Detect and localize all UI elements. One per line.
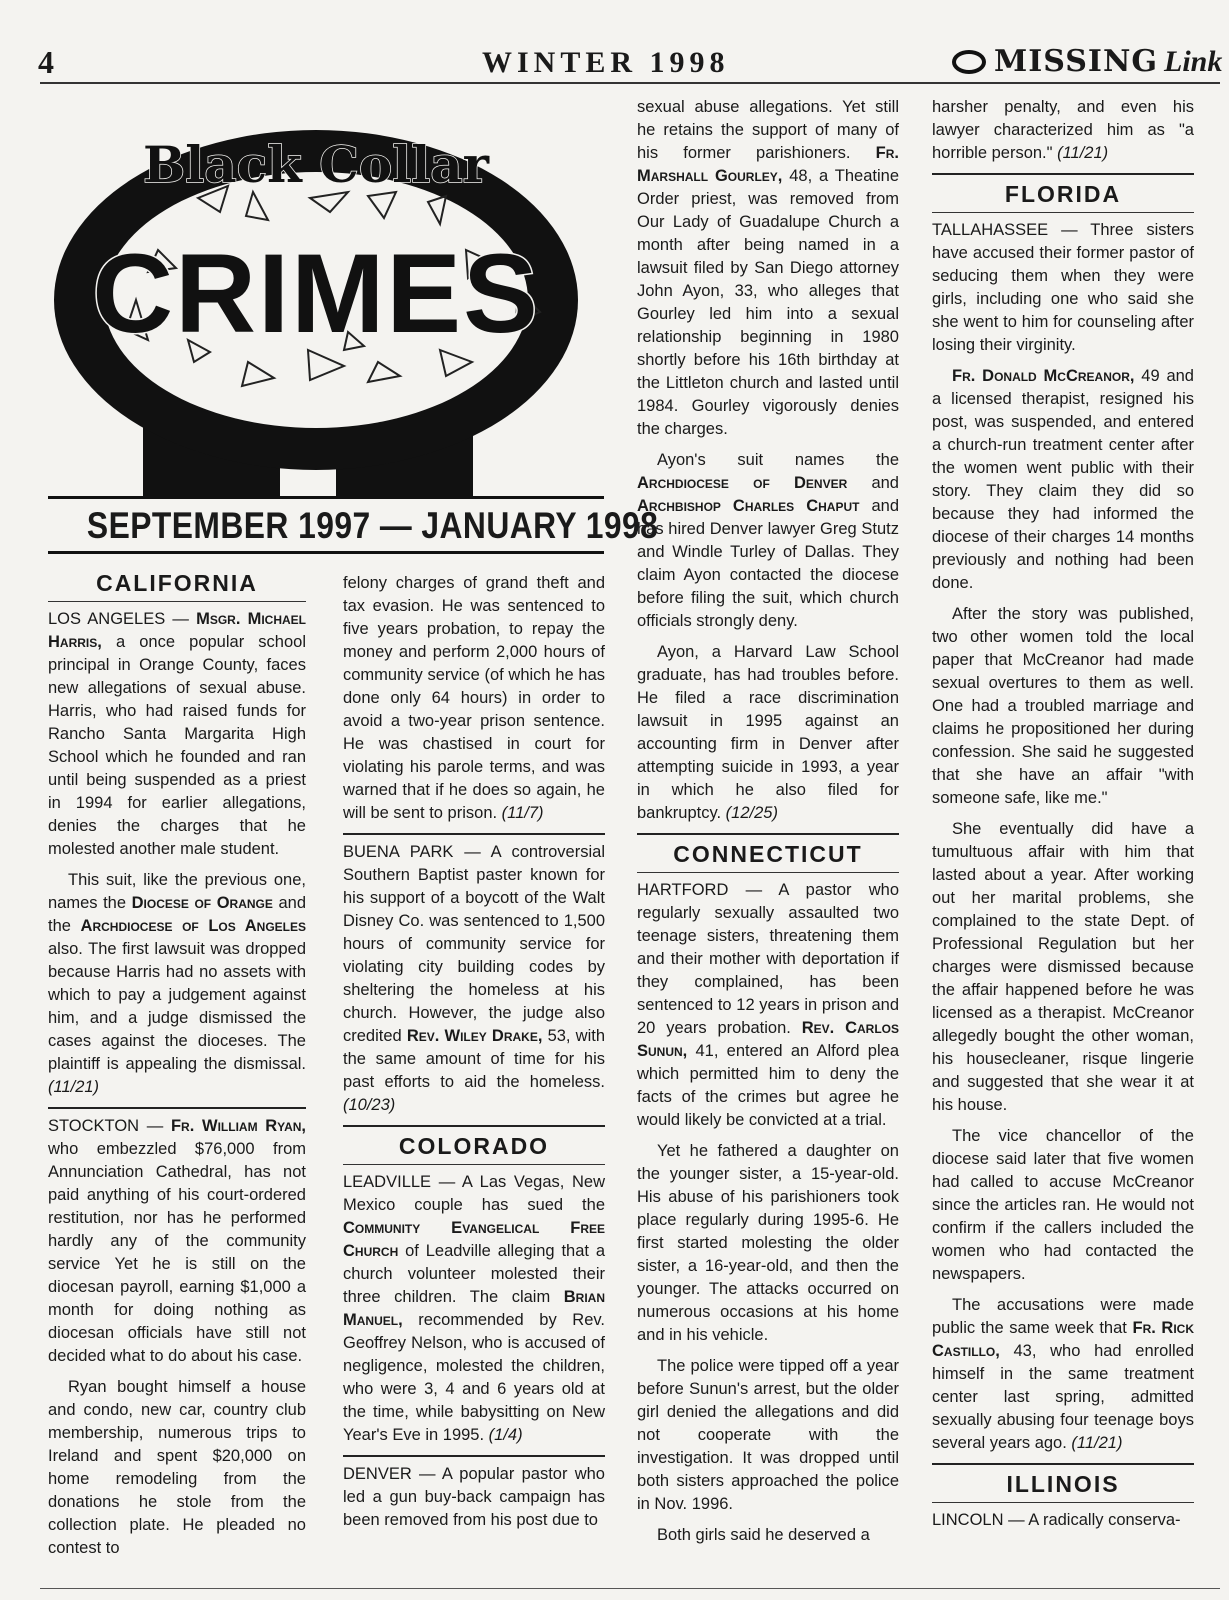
person-name: Rev. Carlos Sunun, [637, 1019, 899, 1060]
article-paragraph [48, 869, 306, 1099]
article-lincoln [932, 1509, 1194, 1532]
article-buena-park [343, 841, 605, 1117]
article-paragraph [932, 1294, 1194, 1455]
person-name: Fr. William Ryan, [170, 1117, 306, 1135]
article-text: A radically conserva- [1028, 1511, 1181, 1529]
article-text: 43, who had enrolled himself in the same treatment center last spring, admitted sexually abusing four teenage boys several years ago. [932, 1342, 1194, 1452]
section-rule [932, 212, 1194, 213]
section-heading-illinois: ILLINOIS [1006, 1471, 1120, 1497]
article-text: also. The first lawsuit was dropped because Harris had no assets with which to pay a judgement against him, and a judge dismissed the cases against the dioceses. The plaintiff is appealing the dismissal. [48, 940, 306, 1073]
article-tallahassee [932, 219, 1194, 357]
dateline: HARTFORD — [637, 881, 779, 899]
article-text: The accusations were made public the same week that [932, 1296, 1194, 1337]
person-name: Fr. Marshall Gourley, [637, 144, 899, 185]
person-name: Rev. Wiley Drake, [406, 1027, 543, 1045]
section-rule [48, 601, 306, 602]
dateline: LOS ANGELES — [48, 610, 197, 628]
emblem-title-main: CRIMES [92, 231, 540, 356]
article-text: a once popular school principal in Orange County, faces new allegations of sexual abuse. Harris, who had raised funds for Rancho Santa Margarita High School which he founded and ran until being suspended as a priest in 1994 for earlier allegations, denies the charges that he molested another male student. [48, 633, 306, 858]
dateline: DENVER — [343, 1465, 442, 1483]
publication-logo [952, 44, 1222, 79]
article-text: harsher penalty, and even his lawyer characterized him as "a horrible person." [932, 98, 1194, 162]
person-name: Archbishop Charles Chaput [637, 497, 860, 515]
section-rule [932, 1502, 1194, 1503]
article-rule [343, 833, 605, 835]
article-hartford [637, 879, 899, 1132]
section-rule [637, 833, 899, 835]
article-date: (1/4) [488, 1426, 523, 1444]
article-text: recommended by Rev. Geoffrey Nelson, who is accused of negligence, molested the children, who were 3, 4 and 6 years old at the time, while babysitting on New Year's Eve in 1995. [343, 1311, 605, 1444]
person-name: Brian Manuel, [343, 1288, 605, 1329]
section-heading-connecticut: CONNECTICUT [673, 841, 863, 867]
column-2 [343, 572, 605, 1540]
article-date: (11/21) [48, 1078, 100, 1096]
section-rule [932, 173, 1194, 175]
article-text: and has hired Denver lawyer Greg Stutz and Windle Turley of Dallas. They claim Ayon contacted the diocese before filing the suit, which church officials strongly deny. [637, 497, 899, 630]
article-text: A controversial Southern Baptist paster known for his support of a boycott of the Walt Disney Co. was sentenced to 1,500 hours of community service for violating city building codes by sheltering the homeless at his church. However, the judge also credited [343, 843, 605, 1045]
logo-ring-icon [952, 50, 986, 74]
article-paragraph: Yet he fathered a daughter on the younger sister, a 15-year-old. His abuse of his parishioners took place regularly during 1995-6. He first started molesting the older sister, a 16-year-old, and then the younger. The attacks occurred on numerous occasions at his home and in his vehicle. [637, 1142, 899, 1344]
section-rule [932, 1463, 1194, 1465]
dateline: BUENA PARK — [343, 843, 491, 861]
article-paragraph [637, 449, 899, 633]
person-name: Fr. Rick Castillo, [932, 1319, 1195, 1360]
article-text: Three sisters have accused their former pastor of seducing them when they were girls, including one who said she she went to him for counseling after losing their virginity. [932, 221, 1195, 354]
article-paragraph [932, 365, 1194, 595]
article-text: who embezzled $76,000 from Annunciation Cathedral, has not paid anything of his court-ordered restitution, nor has he performed hardly any of the community service Yet he is still on the diocesan payroll, earning $1,000 a month for doing nothing as diocesan officials have still not decided what to do about his case. [48, 1140, 306, 1365]
section-rule [637, 872, 899, 873]
org-name: Archdiocese of Los Angeles [80, 917, 306, 935]
dateline: LINCOLN — [932, 1511, 1029, 1529]
article-los-angeles [48, 608, 306, 861]
header-rule [40, 82, 1220, 84]
article-date: (11/21) [1057, 144, 1109, 162]
article-stockton [48, 1115, 306, 1368]
article-text: and the [48, 894, 306, 935]
person-name: Msgr. Michael Harris, [48, 610, 306, 651]
article-text: 53, with the same amount of time for his past efforts to aid the homeless. [343, 1027, 605, 1091]
page-header [0, 0, 1229, 90]
org-name: Community Evangelical Free Church [343, 1219, 605, 1260]
dateline: TALLAHASSEE — [932, 221, 1091, 239]
dateline: LEADVILLE — [343, 1173, 462, 1191]
column-3 [637, 96, 899, 1555]
article-text: of Leadville alleging that a church volunteer molested their three children. The claim [343, 1242, 605, 1306]
emblem-title-top: Black Collar [142, 135, 490, 194]
article-text: A pastor who regularly sexually assaulted two teenage sisters, threatening them and their mother with deportation if they complained, has been sentenced to 12 years in prison and 20 years probation. [637, 881, 900, 1037]
person-name: Fr. Donald McCreanor, [952, 367, 1135, 385]
section-rule [343, 1164, 605, 1165]
article-rule [343, 1455, 605, 1457]
article-text: Ayon's suit names the [657, 451, 899, 469]
article-paragraph [343, 572, 605, 825]
article-text: This suit, like the previous one, names the [48, 871, 306, 912]
article-text: felony charges of grand theft and tax evasion. He was sentenced to five years probation, to repay the money and perform 2,000 hours of community service (of which he has done only 64 hours) in order to avoid a two-year prison sentence. He was chastised in court for violating his parole terms, and was warned that if he does so again, he will be sent to prison. [343, 574, 605, 822]
section-rule [343, 1125, 605, 1127]
article-text: 49 and a licensed therapist, resigned his post, was suspended, and entered a church-run treatment center after the women went public with their story. They claim they did so because they had informed the diocese of their charges 14 months previously and nothing had been done. [932, 367, 1194, 592]
article-date: (10/23) [343, 1096, 396, 1114]
black-collar-crimes-emblem [48, 100, 610, 500]
logo-word-link: Link [1164, 44, 1223, 78]
section-heading-colorado: COLORADO [398, 1133, 550, 1159]
article-text: 41, entered an Alford plea which permitted him to deny the facts of the crimes but agree he would likely be convicted at a trial. [637, 1042, 899, 1129]
article-paragraph [637, 96, 899, 441]
date-range-heading: SEPTEMBER 1997 — JANUARY 1998 [86, 505, 659, 546]
section-heading-florida: FLORIDA [1004, 181, 1122, 207]
article-date: (11/21) [1071, 1434, 1123, 1452]
banner-rule-bottom [48, 551, 604, 554]
article-paragraph: The police were tipped off a year before Sunun's arrest, but the older girl denied the allegations and did not cooperate with the investigation. It was dropped until both sisters approached the police in Nov. 1996. [637, 1357, 899, 1513]
article-rule [48, 1107, 306, 1109]
article-text: 48, a Theatine Order priest, was removed from Our Lady of Guadalupe Church a month after being named in a lawsuit filed by San Diego attorney John Ayon, 33, who alleges that Gourley led him into a sexual relationship beginning in 1980 shortly before his 16th birthday at the Littleton church and lasted until 1984. Gourley vigorously denies the charges. [637, 167, 899, 438]
article-text: A popular pastor who led a gun buy-back campaign has been removed from his post due to [343, 1465, 605, 1529]
article-paragraph: She eventually did have a tumultuous affair with him that lasted about a year. After working out her marital problems, she complained to the state Dept. of Professional Regulation but her charges were dismissed because the affair happened before he was licensed as a therapist. McCreanor allegedly bought the other woman, his housecleaner, risque lingerie and suggested that she wear it at his house. [932, 820, 1194, 1114]
article-paragraph [932, 96, 1194, 165]
page-number: 4 [38, 44, 54, 80]
org-name: Diocese of Orange [131, 894, 273, 912]
article-text: A Las Vegas, New Mexico couple has sued the [343, 1173, 605, 1214]
logo-word-missing: MISSING [994, 44, 1158, 79]
article-denver [343, 1463, 605, 1532]
dateline: STOCKTON — [48, 1117, 171, 1135]
banner-rule-top [48, 496, 604, 499]
article-text: Ayon, a Harvard Law School graduate, has had troubles before. He filed a race discrimination lawsuit in 1995 against an accounting firm in Denver after attempting suicide in 1993, a year in which he also filed for bankruptcy. [637, 643, 899, 822]
section-heading-california: CALIFORNIA [96, 570, 258, 596]
article-date: (11/7) [501, 804, 544, 822]
footer-rule [40, 1588, 1220, 1589]
article-text: and [847, 474, 899, 492]
article-date: (12/25) [725, 804, 778, 822]
column-1 [48, 564, 306, 1568]
date-banner [48, 496, 659, 554]
article-paragraph: After the story was published, two other women told the local paper that McCreanor had made sexual overtures to them as well. One had a troubled marriage and claims he propositioned her during confession. She said he suggested that she have an affair "with someone safe, like me." [932, 605, 1194, 807]
article-paragraph: The vice chancellor of the diocese said later that five women had called to accuse McCreanor since the articles ran. He would not confirm if the callers included the women who had contacted the newspapers. [932, 1127, 1194, 1283]
org-name: Archdiocese of Denver [637, 474, 848, 492]
article-paragraph [637, 641, 899, 825]
article-leadville [343, 1171, 605, 1447]
article-text: sexual abuse allegations. Yet still he retains the support of many of his former parishioners. [637, 98, 899, 162]
column-4 [932, 96, 1194, 1540]
article-paragraph: Both girls said he deserved a [657, 1526, 870, 1544]
issue-date: WINTER 1998 [482, 46, 730, 79]
article-paragraph: Ryan bought himself a house and condo, new car, country club membership, numerous trips to Ireland and spent $20,000 on home remodeling from the donations he stole from the collection plate. He pleaded no contest to [48, 1378, 306, 1557]
